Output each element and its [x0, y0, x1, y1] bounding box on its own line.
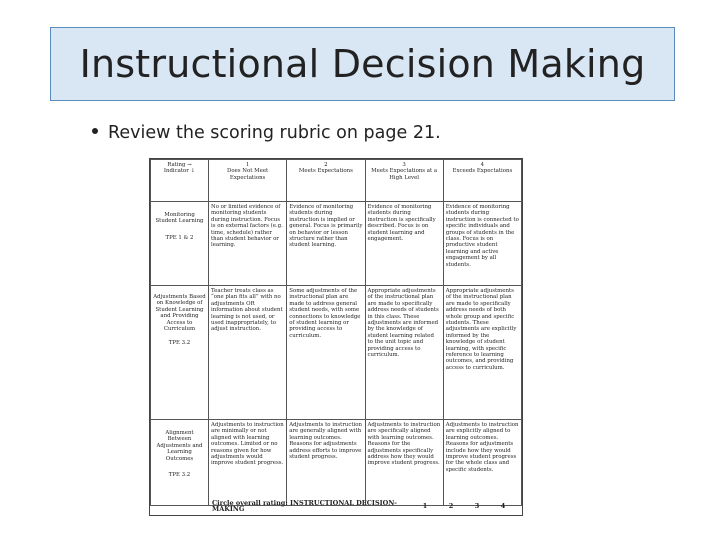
rubric-cell: Adjustments to instruction are minimally or not aligned with learning outcomes. Limited or no reasons given for how adjustments would improve student progress. [209, 420, 287, 506]
rubric-header-row [151, 160, 522, 202]
bullet-dot-icon [92, 128, 98, 134]
slide-title-box [50, 27, 675, 101]
rubric-level-label: Does Not Meet Expectations [227, 168, 269, 181]
rubric-level-label: Exceeds Expectations [452, 168, 513, 175]
rubric-cell: No or limited evidence of monitoring students during instruction. Focus is on external factors (e.g. time, schedule) rather than student behavior or learning. [209, 202, 287, 286]
rubric-cell: Some adjustments of the instructional plan are made to address general student needs, with some connections to knowledge of student learning or providing access to curriculum. [287, 286, 365, 420]
rubric-indicator: Alignment Between Adjustments and Learning Outcomes [156, 430, 203, 462]
rubric-cell: Teacher treats class as “one plan fits all” with no adjustments OR information about student learning is not used, or used inappropriately, to adjust instruction. [209, 286, 287, 420]
rubric-cell: Evidence of monitoring students during instruction is connected to specific individuals and groups of students in the class. Focus is on productive student learning and active engagement by all students. [443, 202, 521, 286]
rating-option-2: 2 [448, 501, 454, 510]
rubric-level-num: 2 [324, 162, 328, 168]
rubric-level-num: 1 [245, 162, 250, 168]
rubric-cell: Appropriate adjustments of the instructional plan are made to specifically address needs of students in this class. These adjustments are informed by the knowledge of student learning related to the unit topic and providing access to curriculum. [365, 286, 443, 420]
rubric-cell: Adjustments to instruction are generally aligned with learning outcomes. Reasons for adjustments address efforts to improve student progress. [287, 420, 365, 506]
bullet-item [92, 123, 441, 143]
rubric-row-alignment [151, 420, 522, 506]
rubric-level-2 [287, 160, 365, 202]
rubric-level-4 [443, 160, 521, 202]
rubric-indicator-cell [151, 286, 209, 420]
slide-title: Instructional Decision Making [79, 42, 646, 86]
rubric-level-1 [209, 160, 287, 202]
rubric-indicator: Adjustments Based on Knowledge of Student Learning and Providing Access to Curriculum [153, 294, 206, 333]
rubric-table [150, 159, 522, 506]
rubric-corner-indicator: Indicator ↓ [163, 168, 196, 175]
rubric-level-label: Meets Expectations at a High Level [371, 168, 438, 181]
rubric-footer [150, 497, 522, 515]
rubric-indicator: Monitoring Student Learning [155, 212, 204, 225]
rubric-cell: Adjustments to instruction are explicitly aligned to learning outcomes. Reasons for adjustments include how they would improve student progress for the whole class and specific students. [443, 420, 521, 506]
rubric-cell: Evidence of monitoring students during instruction is specifically described. Focus is on student learning and engagement. [365, 202, 443, 286]
rubric-tpe: TPE 3.2 [168, 340, 191, 347]
rubric-level-num: 3 [402, 162, 406, 168]
rubric-footer-label: Circle overall rating: INSTRUCTIONAL DECISION-MAKING [212, 498, 397, 513]
rubric-cell: Appropriate adjustments of the instructional plan are made to specifically address needs of both whole group and specific students. These adjustments are explicitly informed by the knowledge of student learning, with specific reference to learning outcomes, and providing access to curriculum. [443, 286, 521, 420]
rubric-level-label: Meets Expectations [298, 168, 353, 175]
rubric-tpe: TPE 3.2 [168, 472, 191, 479]
rubric-corner-rating: Rating → [167, 162, 192, 168]
rubric-level-3 [365, 160, 443, 202]
rubric-level-num: 4 [480, 162, 485, 168]
rubric-corner-cell [151, 160, 209, 202]
rating-option-4: 4 [500, 501, 506, 510]
rubric-indicator-cell [151, 420, 209, 506]
rubric-cell: Adjustments to instruction are specifically aligned with learning outcomes. Reasons for the adjustments specifically address how they would improve student progress. [365, 420, 443, 506]
rubric-tpe: TPE 1 & 2 [165, 234, 194, 241]
rubric-row-monitoring [151, 202, 522, 286]
bullet-text: Review the scoring rubric on page 21. [108, 123, 441, 143]
rating-option-1: 1 [422, 501, 428, 510]
rubric-cell: Evidence of monitoring students during instruction is implied or general. Focus is primarily on behavior or lesson structure rather than student learning. [287, 202, 365, 286]
rubric-image [149, 158, 523, 516]
rating-option-3: 3 [474, 501, 480, 510]
rubric-row-adjustments [151, 286, 522, 420]
rubric-indicator-cell [151, 202, 209, 286]
